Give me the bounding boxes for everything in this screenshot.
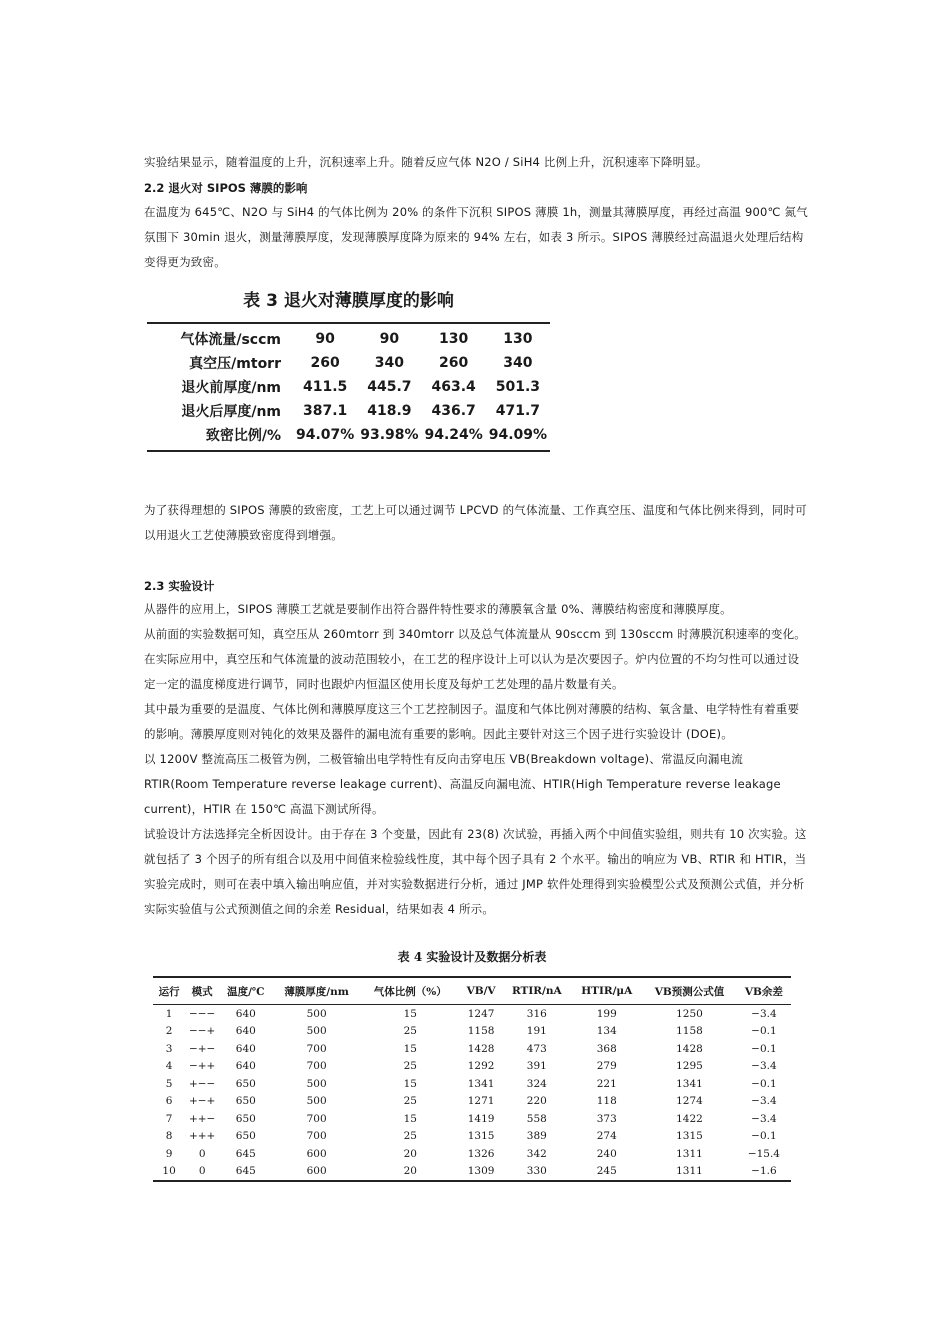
table4-cell: −0.1 bbox=[751, 1130, 777, 1143]
table4-cell: 274 bbox=[596, 1130, 617, 1143]
table4-cell: 373 bbox=[596, 1112, 617, 1125]
paragraph-process-factors: 从前面的实验数据可知，真空压从 260mtorr 到 340mtorr 以及总气体流量从 90sccm 到 130sccm 时薄膜沉积速率的变化。在实际应用中，真空压和气体流量的波动范围较小，在工艺的程序设计上可以认为是次要因子。炉内位置的不均匀性可以通过设定一定的温度梯度进行调节，同时也跟炉内恒温区使用长度及每炉工艺处理的晶片数量有关。 bbox=[144, 627, 807, 691]
table4-cell: 1341 bbox=[676, 1077, 703, 1090]
table4-cell: 500 bbox=[306, 1095, 327, 1108]
table4-cell: 1315 bbox=[467, 1130, 495, 1143]
table4-cell: −−+ bbox=[188, 1025, 216, 1038]
paragraph-key-factors: 其中最为重要的是温度、气体比例和薄膜厚度这三个工艺控制因子。温度和气体比例对薄膜的结构、氧含量、电学特性有着重要的影响。薄膜厚度则对钝化的效果及器件的漏电流有重要的影响。因此主要针对这三个因子进行实验设计 (DOE)。 bbox=[144, 702, 800, 741]
table4-cell: 4 bbox=[165, 1060, 173, 1073]
table4-cell: 0 bbox=[185, 1163, 219, 1182]
table4-cell: 9 bbox=[165, 1147, 173, 1160]
table4-cell: 1274 bbox=[676, 1095, 703, 1108]
table4-header: 薄膜厚度/nm bbox=[272, 977, 360, 1005]
table4-cell: 391 bbox=[526, 1060, 547, 1073]
table3-row-label: 致密比例/% bbox=[147, 423, 293, 451]
table4-cell: 645 bbox=[219, 1163, 272, 1182]
table3 bbox=[147, 322, 550, 452]
table4-header: 温度/℃ bbox=[219, 977, 272, 1005]
table4-row bbox=[153, 1145, 791, 1163]
table3-row-label: 气体流量/sccm bbox=[147, 323, 293, 351]
table4-cell: 1158 bbox=[676, 1025, 703, 1038]
table4-row bbox=[153, 1128, 791, 1146]
table4-cell: 500 bbox=[306, 1007, 327, 1020]
table4-cell: 1428 bbox=[467, 1042, 495, 1055]
table3-row-label: 真空压/mtorr bbox=[189, 356, 281, 372]
table4-cell: 330 bbox=[502, 1163, 571, 1182]
table3-cell: 93.98% bbox=[357, 423, 421, 451]
table4-cell: 389 bbox=[526, 1130, 547, 1143]
table4-cell: −+− bbox=[188, 1042, 216, 1055]
table4-cell: 1428 bbox=[676, 1042, 703, 1055]
table4-row bbox=[153, 1110, 791, 1128]
table4-cell: 324 bbox=[526, 1077, 547, 1090]
table4-cell: 1419 bbox=[467, 1112, 495, 1125]
table3-cell: 340 bbox=[374, 355, 404, 371]
table4-cell: 650 bbox=[235, 1112, 256, 1125]
table3-cell: 463.4 bbox=[431, 379, 476, 395]
table4-cell: 645 bbox=[235, 1147, 256, 1160]
table4-cell: 640 bbox=[235, 1007, 256, 1020]
table4-cell: −−− bbox=[188, 1007, 216, 1020]
table4-cell: 1311 bbox=[676, 1147, 703, 1160]
table4-cell: 1158 bbox=[467, 1025, 495, 1038]
table4-cell: 1292 bbox=[467, 1060, 495, 1073]
table4-cell: 15 bbox=[403, 1077, 417, 1090]
table4-cell: −++ bbox=[188, 1060, 216, 1073]
table4-cell: 1311 bbox=[642, 1163, 737, 1182]
section-heading-2-3: 2.3 实验设计 bbox=[144, 579, 215, 593]
table4-cell: 240 bbox=[596, 1147, 617, 1160]
table4-row bbox=[153, 1023, 791, 1041]
table4-cell: 700 bbox=[306, 1130, 327, 1143]
table4-header: 模式 bbox=[185, 977, 219, 1005]
table4-cell: 1422 bbox=[676, 1112, 703, 1125]
table4-header: 运行 bbox=[153, 977, 185, 1005]
table4-cell: 500 bbox=[306, 1077, 327, 1090]
table4-cell: −3.4 bbox=[751, 1007, 777, 1020]
table3-cell: 130 bbox=[422, 323, 486, 351]
table4-cell: −3.4 bbox=[751, 1112, 777, 1125]
table4-cell: 25 bbox=[403, 1025, 417, 1038]
table4-row bbox=[153, 1040, 791, 1058]
table4-cell: +−+ bbox=[188, 1095, 216, 1108]
table4-header: 气体比例（%） bbox=[361, 977, 460, 1005]
table3-cell: 260 bbox=[439, 355, 469, 371]
table4-cell: −1.6 bbox=[737, 1163, 791, 1182]
table4-cell: 25 bbox=[403, 1130, 417, 1143]
section-heading-2-2: 2.2 退火对 SIPOS 薄膜的影响 bbox=[144, 181, 308, 195]
table4-row bbox=[153, 1005, 791, 1023]
table3-cell: 387.1 bbox=[302, 403, 348, 419]
table4-cell: 600 bbox=[272, 1163, 360, 1182]
table4-cell: 7 bbox=[165, 1112, 173, 1125]
table4-cell: 1309 bbox=[460, 1163, 502, 1182]
table4-cell: 1341 bbox=[467, 1077, 495, 1090]
table4-row bbox=[153, 1093, 791, 1111]
table3-cell: 445.7 bbox=[367, 379, 412, 395]
table4-cell: 473 bbox=[526, 1042, 547, 1055]
table3-row-label: 退火后厚度/nm bbox=[181, 404, 281, 420]
paragraph-density-control: 为了获得理想的 SIPOS 薄膜的致密度，工艺上可以通过调节 LPCVD 的气体流量、工作真空压、温度和气体比例来得到，同时可以用退火工艺使薄膜致密度得到增强。 bbox=[144, 503, 807, 542]
paragraph-annealing: 在温度为 645℃、N2O 与 SiH4 的气体比例为 20% 的条件下沉积 SIPOS 薄膜 1h，测量其薄膜厚度，再经过高温 900℃ 氮气氛围下 30min 退火，测量薄膜厚度，发现薄膜厚度降为原来的 94% 左右，如表 3 所示。SIPOS 薄膜经过高温退火处理后结构变得更为致密。 bbox=[144, 205, 808, 269]
table4-cell: 279 bbox=[596, 1060, 617, 1073]
table4-cell: 1247 bbox=[467, 1007, 495, 1020]
table4-header-row bbox=[153, 977, 791, 1005]
table4-cell: 600 bbox=[306, 1147, 327, 1160]
table4-cell: 221 bbox=[596, 1077, 617, 1090]
table4-cell: 640 bbox=[235, 1025, 256, 1038]
table3-cell: 94.09% bbox=[486, 423, 550, 451]
table4-header: RTIR/nA bbox=[502, 977, 571, 1005]
table4-cell: 25 bbox=[403, 1060, 417, 1073]
table4-cell: 10 bbox=[153, 1163, 185, 1182]
table4-cell: 20 bbox=[403, 1147, 417, 1160]
table4-cell: 199 bbox=[596, 1007, 617, 1020]
table4-cell: 20 bbox=[361, 1163, 460, 1182]
table4-cell: 650 bbox=[235, 1130, 256, 1143]
table4-cell: +++ bbox=[188, 1130, 216, 1143]
table4-cell: 368 bbox=[596, 1042, 617, 1055]
table3-cell: 418.9 bbox=[367, 403, 412, 419]
table4-cell: 8 bbox=[165, 1130, 173, 1143]
table4-cell: 700 bbox=[306, 1112, 327, 1125]
table4-cell: 316 bbox=[526, 1007, 547, 1020]
table4-cell: 342 bbox=[526, 1147, 547, 1160]
table4-cell: 558 bbox=[526, 1112, 547, 1125]
table4-cell: ++− bbox=[188, 1112, 216, 1125]
table4-header: VB余差 bbox=[737, 977, 791, 1005]
table3-cell: 411.5 bbox=[302, 379, 348, 395]
table3-row-label: 退火前厚度/nm bbox=[181, 380, 281, 396]
table3-cell: 340 bbox=[503, 355, 533, 371]
table4-cell: +−− bbox=[188, 1077, 216, 1090]
table4-cell: −3.4 bbox=[751, 1095, 777, 1108]
table4-row bbox=[153, 1058, 791, 1076]
table4-cell: 500 bbox=[306, 1025, 327, 1038]
table4-cell: 1315 bbox=[676, 1130, 703, 1143]
table4-row bbox=[153, 1075, 791, 1093]
table3-cell: 90 bbox=[293, 323, 357, 351]
table3-cell: 260 bbox=[310, 355, 340, 371]
table3-cell: 471.7 bbox=[495, 403, 541, 419]
table4-cell: −0.1 bbox=[751, 1042, 777, 1055]
table4-cell: 1250 bbox=[676, 1007, 703, 1020]
table4-cell: −15.4 bbox=[747, 1147, 780, 1160]
table4-cell: 5 bbox=[165, 1077, 173, 1090]
table4-cell: −3.4 bbox=[751, 1060, 777, 1073]
table4-cell: 2 bbox=[165, 1025, 173, 1038]
paragraph-diode-example: 以 1200V 整流高压二极管为例，二极管输出电学特性有反向击穿电压 VB(Breakdown voltage)、常温反向漏电流 RTIR(Room Temperature reverse leakage current)、高温反向漏电流、HTIR(High Temperature reverse leakage current)，HTIR 在 150℃ 高温下测试所得。 bbox=[144, 752, 781, 816]
table4-cell: −0.1 bbox=[751, 1025, 777, 1038]
table3-row bbox=[147, 351, 550, 375]
table4-cell: 118 bbox=[596, 1095, 617, 1108]
paragraph-deposition-result: 实验结果显示，随着温度的上升，沉积速率上升。随着反应气体 N2O / SiH4 比例上升，沉积速率下降明显。 bbox=[144, 155, 708, 169]
table4-header: VB/V bbox=[460, 977, 502, 1005]
paragraph-doe-method: 试验设计方法选择完全析因设计。由于存在 3 个变量，因此有 23(8) 次试验，再插入两个中间值实验组，则共有 10 次实验。这就包括了 3 个因子的所有组合以及用中间值来检验线性度，其中每个因子具有 2 个水平。输出的响应为 VB、RTIR 和 HTIR，当实验完成时，则可在表中填入输出响应值，并对实验数据进行分析，通过 JMP 软件处理得到实验模型公式及预测公式值，并分析实际实验值与公式预测值之间的余差 Residual，结果如表 4 所示。 bbox=[144, 827, 807, 916]
table4-header: VB预测公式值 bbox=[642, 977, 737, 1005]
table4-cell: 134 bbox=[596, 1025, 617, 1038]
table4-cell: 640 bbox=[235, 1060, 256, 1073]
table4-cell: 15 bbox=[403, 1112, 417, 1125]
table4-header: HTIR/μA bbox=[571, 977, 642, 1005]
table4-cell: 650 bbox=[235, 1095, 256, 1108]
table3-cell: 94.24% bbox=[422, 423, 486, 451]
table4-cell: 650 bbox=[235, 1077, 256, 1090]
paragraph-device-application: 从器件的应用上，SIPOS 薄膜工艺就是要制作出符合器件特性要求的薄膜氧含量 0%、薄膜结构密度和薄膜厚度。 bbox=[144, 602, 732, 616]
table4-cell: 1295 bbox=[676, 1060, 703, 1073]
table4-caption: 表 4 实验设计及数据分析表 bbox=[397, 950, 547, 964]
table4-cell: 3 bbox=[165, 1042, 173, 1055]
table4-cell: 1 bbox=[165, 1007, 173, 1020]
table4-cell: 640 bbox=[235, 1042, 256, 1055]
table3-row bbox=[147, 323, 550, 351]
table4-cell: 220 bbox=[526, 1095, 547, 1108]
table3-row bbox=[147, 399, 550, 423]
table4-cell: 15 bbox=[403, 1042, 417, 1055]
table4 bbox=[153, 976, 791, 1182]
table4-cell: 15 bbox=[403, 1007, 417, 1020]
table3-cell: 130 bbox=[486, 323, 550, 351]
table3-cell: 501.3 bbox=[495, 379, 541, 395]
table4-cell: 700 bbox=[306, 1060, 327, 1073]
table4-cell: 0 bbox=[198, 1147, 206, 1160]
table3-row bbox=[147, 375, 550, 399]
table3-cell: 436.7 bbox=[431, 403, 476, 419]
table3-cell: 94.07% bbox=[293, 423, 357, 451]
table4-cell: 700 bbox=[306, 1042, 327, 1055]
table4-cell: 1326 bbox=[467, 1147, 495, 1160]
table4-cell: 245 bbox=[571, 1163, 642, 1182]
table4-cell: 191 bbox=[526, 1025, 547, 1038]
table4-row bbox=[153, 1163, 791, 1182]
table4-cell: 25 bbox=[403, 1095, 417, 1108]
table4-cell: 6 bbox=[165, 1095, 173, 1108]
table4-cell: 1271 bbox=[467, 1095, 495, 1108]
table4-body bbox=[153, 1005, 791, 1182]
table4-cell: −0.1 bbox=[751, 1077, 777, 1090]
table3-caption: 表 3 退火对薄膜厚度的影响 bbox=[243, 291, 454, 311]
table3-cell: 90 bbox=[357, 323, 421, 351]
table3-row bbox=[147, 423, 550, 451]
